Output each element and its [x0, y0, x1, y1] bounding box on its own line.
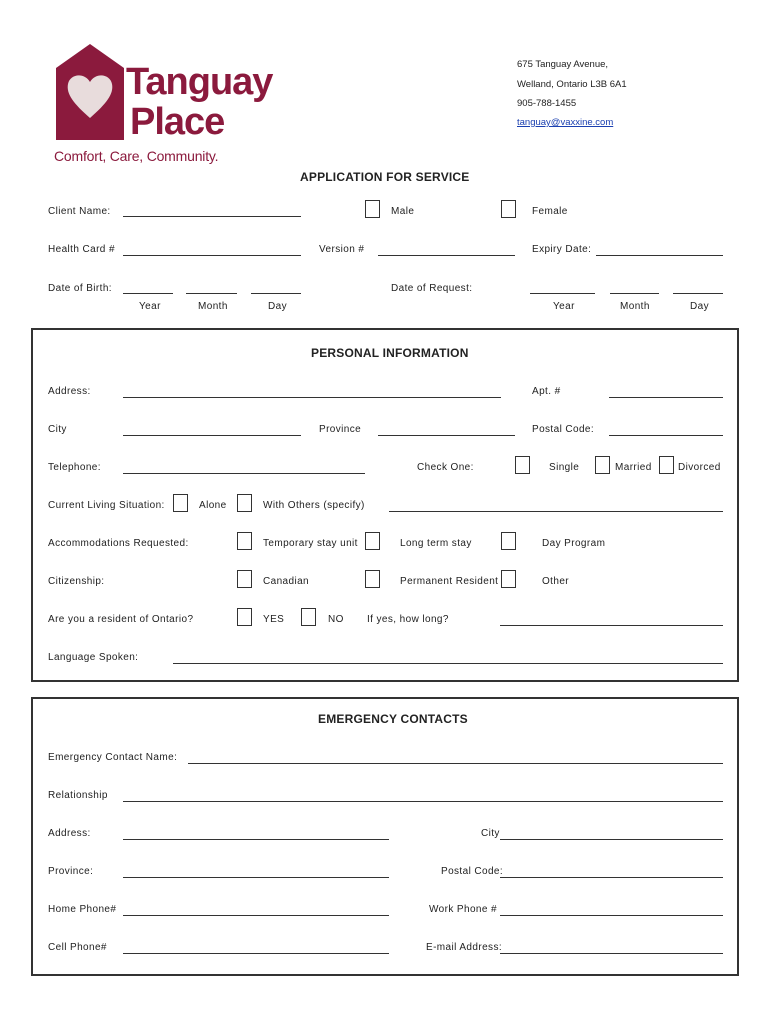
apt-field[interactable] [609, 397, 723, 398]
health-card-field[interactable] [123, 255, 301, 256]
version-field[interactable] [378, 255, 515, 256]
request-day-label: Day [690, 301, 709, 312]
check-one-label: Check One: [417, 462, 474, 473]
married-label: Married [615, 462, 652, 473]
dob-label: Date of Birth: [48, 283, 112, 294]
language-label: Language Spoken: [48, 652, 139, 663]
province-label: Province [319, 424, 362, 435]
how-long-field[interactable] [500, 625, 723, 626]
home-phone-field[interactable] [123, 915, 389, 916]
emergency-address-label: Address: [48, 828, 91, 839]
expiry-field[interactable] [596, 255, 723, 256]
dob-month-field[interactable] [186, 293, 237, 294]
day-program-label: Day Program [542, 538, 606, 549]
request-year-label: Year [553, 301, 575, 312]
single-label: Single [549, 462, 580, 473]
male-checkbox[interactable] [365, 200, 380, 218]
day-program-checkbox[interactable] [501, 532, 516, 550]
female-label: Female [532, 206, 568, 217]
emergency-city-label: City [481, 828, 500, 839]
emergency-heading: EMERGENCY CONTACTS [318, 712, 468, 726]
city-field[interactable] [123, 435, 301, 436]
perm-resident-label: Permanent Resident [400, 576, 499, 587]
emergency-email-label: E-mail Address: [426, 942, 503, 953]
divorced-checkbox[interactable] [659, 456, 674, 474]
dob-year-label: Year [139, 301, 161, 312]
other-checkbox[interactable] [501, 570, 516, 588]
request-year-field[interactable] [530, 293, 595, 294]
living-label: Current Living Situation: [48, 500, 165, 511]
logo-name-line1: Tanguay [126, 61, 273, 103]
with-others-field[interactable] [389, 511, 723, 512]
relationship-field[interactable] [123, 801, 723, 802]
single-checkbox[interactable] [515, 456, 530, 474]
alone-label: Alone [199, 500, 227, 511]
postal-label: Postal Code: [532, 424, 595, 435]
emergency-contact-name-field[interactable] [188, 763, 723, 764]
emergency-province-label: Province: [48, 866, 94, 877]
other-label: Other [542, 576, 570, 587]
date-request-label: Date of Request: [391, 283, 473, 294]
cell-phone-field[interactable] [123, 953, 389, 954]
temp-stay-checkbox[interactable] [237, 532, 252, 550]
dob-month-label: Month [198, 301, 228, 312]
logo [50, 40, 273, 170]
emergency-postal-field[interactable] [500, 877, 723, 878]
accommodations-label: Accommodations Requested: [48, 538, 189, 549]
address-field[interactable] [123, 397, 501, 398]
health-card-label: Health Card # [48, 244, 115, 255]
perm-resident-checkbox[interactable] [365, 570, 380, 588]
with-others-label: With Others (specify) [263, 500, 365, 511]
client-name-field[interactable] [123, 216, 301, 217]
postal-field[interactable] [609, 435, 723, 436]
telephone-field[interactable] [123, 473, 365, 474]
with-others-checkbox[interactable] [237, 494, 252, 512]
request-day-field[interactable] [673, 293, 723, 294]
yes-checkbox[interactable] [237, 608, 252, 626]
female-checkbox[interactable] [501, 200, 516, 218]
emergency-email-field[interactable] [500, 953, 723, 954]
emergency-contacts-section [31, 697, 739, 976]
how-long-label: If yes, how long? [367, 614, 449, 625]
client-name-label: Client Name: [48, 206, 111, 217]
apt-label: Apt. # [532, 386, 561, 397]
dob-day-label: Day [268, 301, 287, 312]
work-phone-field[interactable] [500, 915, 723, 916]
temp-stay-label: Temporary stay unit [263, 538, 358, 549]
yes-label: YES [263, 614, 285, 625]
city-label: City [48, 424, 67, 435]
page-title: APPLICATION FOR SERVICE [300, 170, 470, 184]
relationship-label: Relationship [48, 790, 108, 801]
emergency-city-field[interactable] [500, 839, 723, 840]
emergency-postal-label: Postal Code: [441, 866, 504, 877]
address-phone: 905-788-1455 [517, 98, 577, 109]
male-label: Male [391, 206, 415, 217]
logo-tagline: Comfort, Care, Community. [54, 148, 219, 164]
request-month-label: Month [620, 301, 650, 312]
address-email-link[interactable]: tanguay@vaxxine.com [517, 117, 614, 128]
expiry-label: Expiry Date: [532, 244, 592, 255]
personal-info-heading: PERSONAL INFORMATION [311, 346, 469, 360]
province-field[interactable] [378, 435, 515, 436]
emergency-address-field[interactable] [123, 839, 389, 840]
emergency-province-field[interactable] [123, 877, 389, 878]
work-phone-label: Work Phone # [429, 904, 497, 915]
language-field[interactable] [173, 663, 723, 664]
no-label: NO [328, 614, 344, 625]
dob-day-field[interactable] [251, 293, 301, 294]
alone-checkbox[interactable] [173, 494, 188, 512]
dob-year-field[interactable] [123, 293, 173, 294]
long-stay-label: Long term stay [400, 538, 472, 549]
address-label: Address: [48, 386, 91, 397]
address-street: 675 Tanguay Avenue, [517, 59, 609, 70]
canadian-checkbox[interactable] [237, 570, 252, 588]
emergency-contact-name-label: Emergency Contact Name: [48, 752, 178, 763]
version-label: Version # [319, 244, 365, 255]
home-phone-label: Home Phone# [48, 904, 117, 915]
long-stay-checkbox[interactable] [365, 532, 380, 550]
request-month-field[interactable] [610, 293, 659, 294]
telephone-label: Telephone: [48, 462, 101, 473]
canadian-label: Canadian [263, 576, 310, 587]
address-city: Welland, Ontario L3B 6A1 [517, 79, 627, 90]
cell-phone-label: Cell Phone# [48, 942, 107, 953]
citizenship-label: Citizenship: [48, 576, 105, 587]
house-heart-icon [54, 42, 126, 142]
no-checkbox[interactable] [301, 608, 316, 626]
ontario-question-label: Are you a resident of Ontario? [48, 614, 194, 625]
divorced-label: Divorced [678, 462, 721, 473]
logo-name-line2: Place [130, 101, 225, 143]
married-checkbox[interactable] [595, 456, 610, 474]
